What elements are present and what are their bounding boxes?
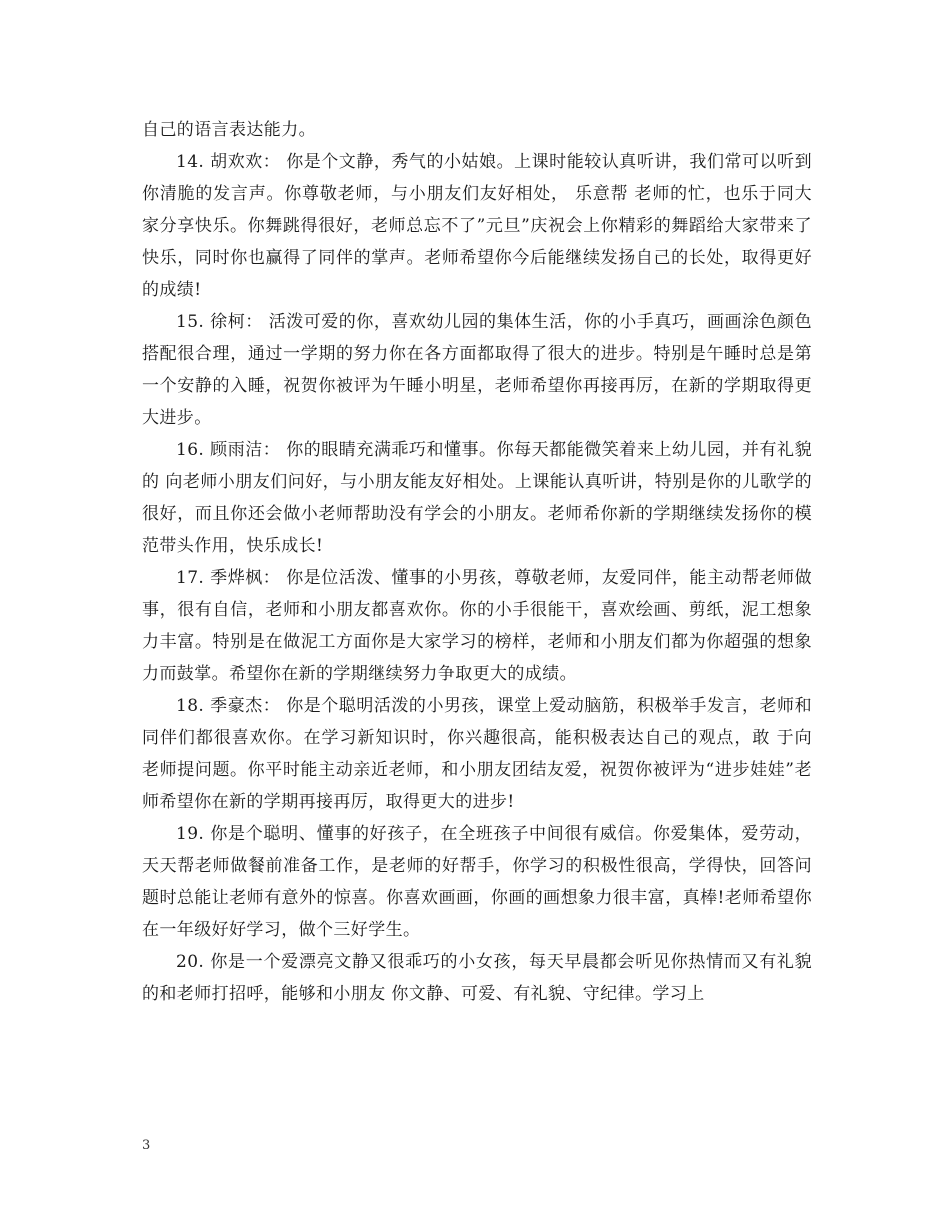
paragraph-14: 14. 胡欢欢： 你是个文静，秀气的小姑娘。上课时能较认真听讲，我们常可以听到你清脆的发言声。你尊敬老师，与小朋友们友好相处， 乐意帮 老师的忙，也乐于同大家分享快乐。你舞跳得很好，老师总忘不了”元旦”庆祝会上你精彩的舞蹈给大家带来了快乐，同时你也赢得了同伴的掌声。老师希望你今后能继续发扬自己的长处，取得更好的成绩! xyxy=(142,152,812,300)
paragraph-20: 20. 你是一个爱漂亮文静又很乖巧的小女孩，每天早晨都会听见你热情而又有礼貌的和老师打招呼，能够和小朋友 你文静、可爱、有礼貌、守纪律。学习上 xyxy=(142,952,812,1004)
paragraph-16: 16. 顾雨洁： 你的眼睛充满乖巧和懂事。你每天都能微笑着来上幼儿园，并有礼貌的 向老师小朋友们问好，与小朋友能友好相处。上课能认真听讲，特别是你的儿歌学的很好，而且你还会做小老师帮助没有学会的小朋友。老师希你新的学期继续发扬你的模范带头作用，快乐成长! xyxy=(142,440,812,556)
document-body xyxy=(142,114,812,1010)
paragraph-continuation: 自己的语言表达能力。 xyxy=(142,120,316,140)
paragraph-18: 18. 季豪杰： 你是个聪明活泼的小男孩，课堂上爱动脑筋，积极举手发言，老师和同伴们都很喜欢你。在学习新知识时，你兴趣很高，能积极表达自己的观点，敢 于向 老师提问题。你平时能主动亲近老师，和小朋友团结友爱，祝贺你被评为“进步娃娃”老师希望你在新的学期再接再厉，取得更大的进步! xyxy=(142,696,812,812)
paragraph-17: 17. 季烨枫： 你是位活泼、懂事的小男孩，尊敬老师，友爱同伴，能主动帮老师做事，很有自信，老师和小朋友都喜欢你。你的小手很能干，喜欢绘画、剪纸，泥工想象力丰富。特别是在做泥工方面你是大家学习的榜样，老师和小朋友们都为你超强的想象力而鼓掌。希望你在新的学期继续努力争取更大的成绩。 xyxy=(142,568,812,684)
paragraph-19: 19. 你是个聪明、懂事的好孩子，在全班孩子中间很有威信。你爱集体，爱劳动，天天帮老师做餐前准备工作，是老师的好帮手，你学习的积极性很高，学得快，回答问题时总能让老师有意外的惊喜。你喜欢画画，你画的画想象力很丰富，真棒!老师希望你在一年级好好学习，做个三好学生。 xyxy=(142,824,812,940)
paragraph-15: 15. 徐柯： 活泼可爱的你，喜欢幼儿园的集体生活，你的小手真巧，画画涂色颜色搭配很合理，通过一学期的努力你在各方面都取得了很大的进步。特别是午睡时总是第一个安静的入睡，祝贺你被评为午睡小明星，老师希望你再接再厉，在新的学期取得更大进步。 xyxy=(142,312,812,428)
page-number: 3 xyxy=(142,1138,151,1153)
